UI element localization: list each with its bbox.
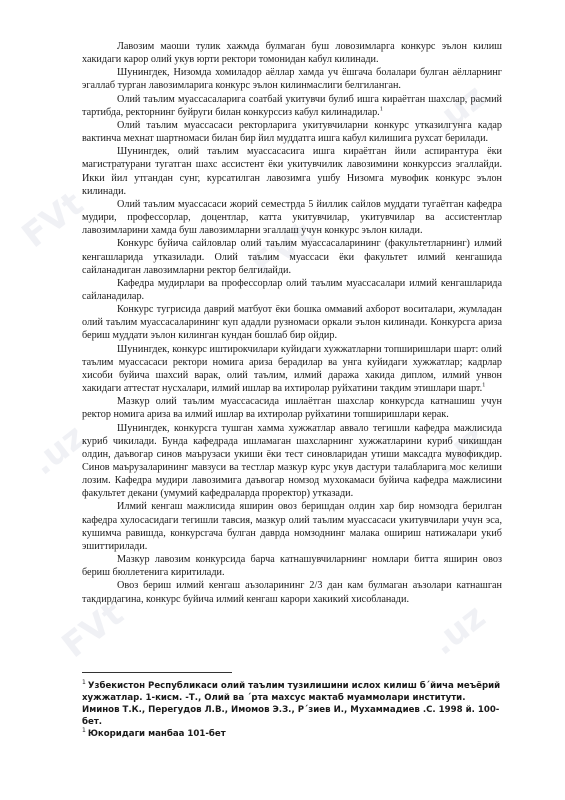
paragraph-14: Мазкур лавозим конкурсида барча катнашувчиларнинг номлари битта яширин овоз бериш бюллетенига киритилади. (82, 554, 502, 579)
paragraph-2: Шунингдек, Низомда хомиладор аёллар хамда уч ёшгача болалари булган аёлларнинг эгаллаб турган лавозимларига конкурс эълон килинмаслиги белгиланган. (82, 67, 502, 92)
footnote-ref: 1 (379, 105, 383, 113)
paragraph-15: Овоз бериш илмий кенгаш аъзоларининг 2/3 дан кам булмаган аъзолари катнашган такдирдагина, конкурс буйича илмий кенгаш карори хакикий хисобланади. (82, 580, 502, 605)
paragraph-5: Шунингдек, олий таълим муассасасига ишга кираётган йили аспирантура ёки магистратурани тугатган шахс ассистент ёки укитувчилик лавозимини конкурссиз эгаллайди. Икки йил утгандан сунг, курсатилган лавозимга ушбу Низомга мувофик конкурс эълон килинади. (82, 146, 502, 197)
footnotes (82, 680, 502, 740)
paragraph-12: Шунингдек, конкурсга тушган хамма хужжатлар аввало тегишли кафедра мажлисида куриб чикилади. Бунда кафедрада ишламаган шахсларнинг хужжатларини куриб чикишдан олдин, даъвогар синов маърузаси укиши ёки тест синовларидан утиши максадга мувофикдир. Синов маърузаларининг мавзуси ва тестлар мазкур курс укув дастури талабларига мос келиши лозим. Кафедра мудири лавозимига даъвогар номзод мухокамаси буйича кафедра мажлисини факультет декани (умумий кафедраларда проректор) утказади. (82, 422, 502, 500)
paragraph-13: Илмий кенгаш мажлисида яширин овоз беришдан олдин хар бир номзодга берилган кафедра хулосасидаги тегишли тавсия, мазкур олий таълим муассасаси укитувчилари учун эса, кушимча равишда, конкурсгача булган даврда номзоднинг малака ошириш натижалари укиб эшиттирилади. (82, 501, 502, 552)
paragraph-11: Мазкур олий таълим муассасасида ишлаётган шахслар конкурсда катнашиш учун ректор номига ариза ва илмий ишлар ва ихтиролар руйхатини топширишлари керак. (82, 396, 502, 421)
document-body (82, 40, 502, 606)
paragraph-3: Олий таълим муассасаларига соатбай укитувчи булиб ишга кираётган шахслар, расмий тартибда, ректорнинг буйруги билан конкурссиз кабул килинадилар.$^1$ (82, 93, 502, 118)
paragraph-6: Олий таълим муассасаси жорий семестрда 5 йиллик сайлов муддати тугаётган кафедра мудири, профессорлар, доцентлар, катта укитувчилар, укитувчилар ва ассистентлар лавозимларини хамда буш лавозимларни эгаллаш учун конкурс эълон килади. (82, 198, 502, 237)
paragraph-1: Лавозим маоши тулик хажмда булмаган буш ловозимларга конкурс эълон килиш хакидаги карор олий укув юрти ректори томонидан кабул килинади. (82, 41, 502, 66)
paragraph-9: Конкурс тугрисида даврий матбуот ёки бошка оммавий ахборот воситалари, жумладан олий таълим муассасаларининг куп ададли рузномаси оркали эълон килинади. Конкурсга ариза бериш муддати эълон килинган кундан бошлаб бир ойдир. (82, 304, 502, 342)
footnote-divider (82, 672, 232, 673)
paragraph-10: Шунингдек, конкурс иштирокчилари куйидаги хужжатларни топширишлари шарт: олий таълим муассасаси ректори номига ариза берадилар ва унга куйидаги хужжатлар; кадрлар хисоби буйича шахсий варак, олий таълим, илмий даража хакида диплом, илмий унвон хакидаги аттестат нусхалари, илмий ишлар ва ихтиролар руйхатини такдим этишлари шарт.$^1$ (82, 343, 502, 395)
footnote-ref: 1 (482, 381, 486, 389)
paragraph-8: Кафедра мудирлари ва профессорлар олий таълим муассасалари илмий кенгашларида сайланадилар. (82, 277, 502, 302)
footnote-2: $^1$ Юкоридаги манбаа 101-бет (82, 727, 226, 739)
footnote-1: $^1$ Узбекистон Республикаси олий таълим тузилишини ислох килиш б´йича меъёрий хужжатлар. 1-кисм. -Т., Олий ва ´рта махсус мактаб муаммолари институти. Иминов Т.К., Перегудов Л.В., Имомов Э.З., Р´зиев И., Мухаммадиев .С. 1998 й. 100-бет. (82, 679, 501, 727)
paragraph-7: Конкурс буйича сайловлар олий таълим муассасаларининг (факультетларнинг) илмий кенгашларида утказилади. Олий таълим муассаси ёки факультет илмий кенгашида сайланадиган лавозимларни ректор белгилайди. (82, 238, 502, 276)
paragraph-4: Олий таълим муассасаси ректорларига укитувчиларни конкурс утказилгунга кадар вактинча мехнат шартномаси билан бир йил муддатга ишга кабул килишига рухсат берилади. (82, 119, 502, 145)
